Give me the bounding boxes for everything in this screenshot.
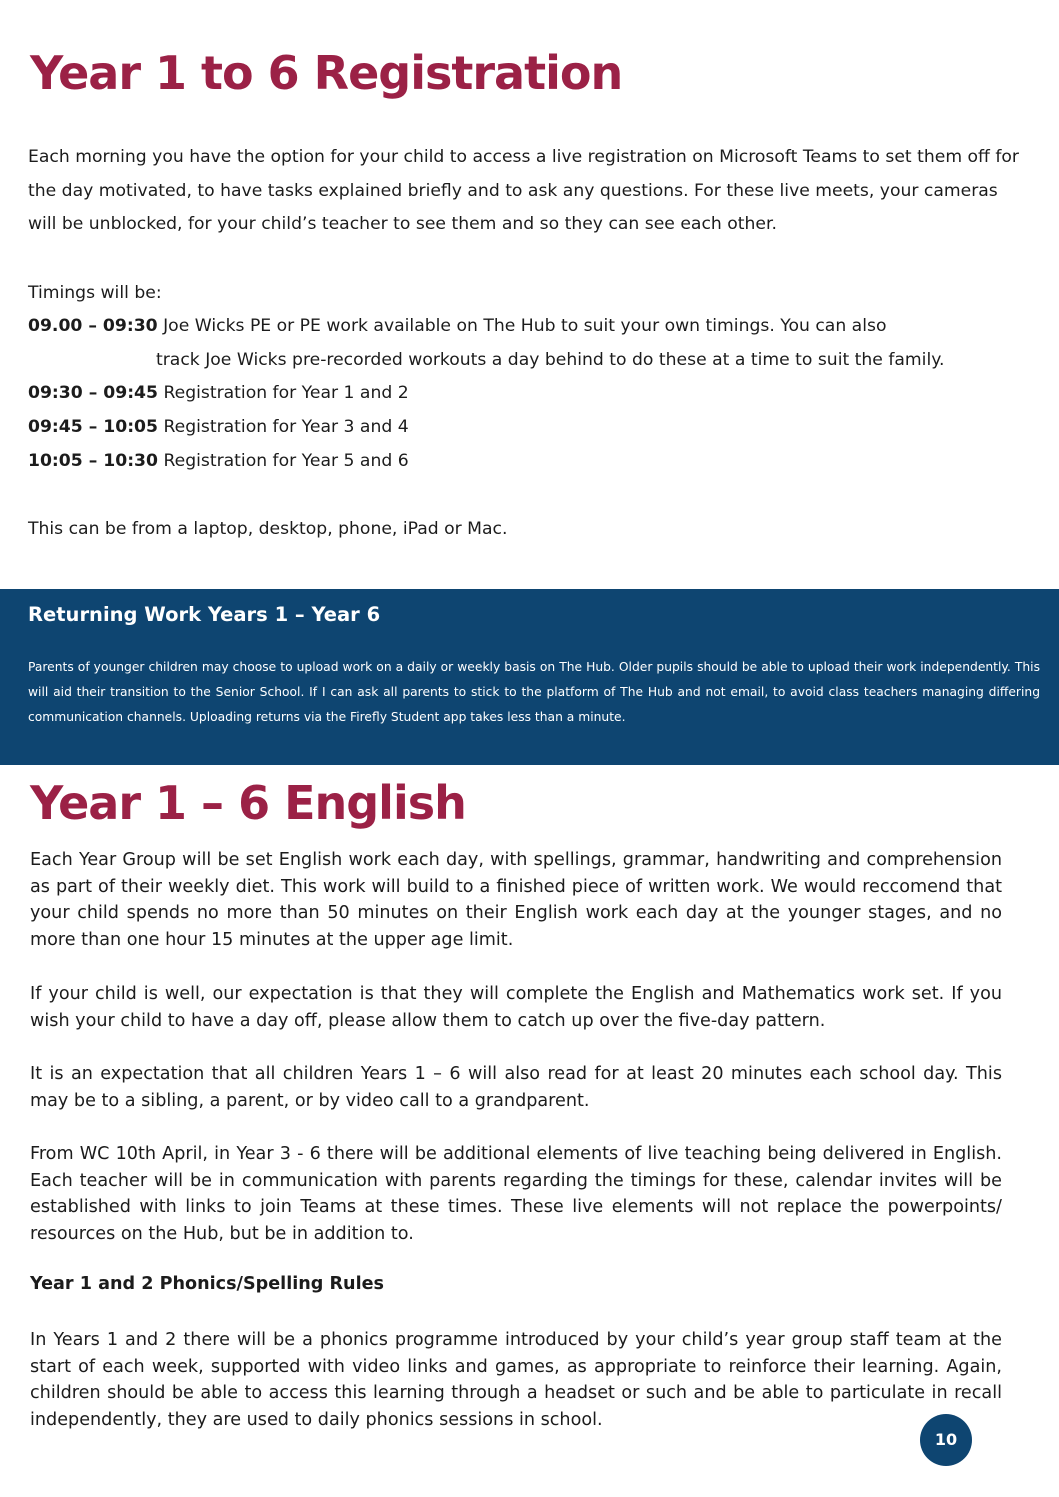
timing-time: 09.00 – 09:30 bbox=[28, 316, 158, 336]
returning-work-text: Parents of younger children may choose to upload work on a daily or weekly basis on The Hub. Older pupils should be able to upload their work independently. This will aid their transition to the Senior School. If I can ask all parents to stick to the platform of The Hub and not email, to avoid class teachers managing differing communication channels. Uploading returns via the Firefly Student app takes less than a minute. bbox=[28, 660, 1040, 724]
timings-label: Timings will be: bbox=[28, 283, 162, 303]
devices-note: This can be from a laptop, desktop, phone, iPad or Mac. bbox=[28, 519, 508, 539]
timing-text: Registration for Year 3 and 4 bbox=[163, 417, 409, 437]
timing-row-2 bbox=[28, 377, 409, 411]
timing-row-4 bbox=[28, 445, 409, 479]
timing-time: 09:45 – 10:05 bbox=[28, 417, 158, 437]
timing-text: Registration for Year 5 and 6 bbox=[163, 451, 409, 471]
phonics-paragraph: In Years 1 and 2 there will be a phonics programme introduced by your child’s year group staff team at the start of each week, supported with video links and games, as appropriate to reinforce their learning. Again, children should be able to access this learning through a headset or such and be able to particulate in recall independently, they are used to daily phonics sessions in school. bbox=[30, 1330, 1002, 1430]
phonics-heading: Year 1 and 2 Phonics/Spelling Rules bbox=[30, 1274, 385, 1294]
english-paragraph: If your child is well, our expectation is that they will complete the English and Mathematics work set. If you wish your child to have a day off, please allow them to catch up over the five-day pattern. bbox=[30, 984, 1002, 1031]
returning-work-title: Returning Work Years 1 – Year 6 bbox=[28, 603, 381, 626]
english-paragraph: From WC 10th April, in Year 3 - 6 there will be additional elements of live teaching being delivered in English. Each teacher will be in communication with parents regarding the timings for these, calendar invites will be established with links to join Teams at these times. These live elements will not replace the powerpoints/ resources on the Hub, but be in addition to. bbox=[30, 1144, 1002, 1244]
page-number-badge: 10 bbox=[920, 1414, 972, 1466]
timing-row-3 bbox=[28, 411, 409, 445]
page-title-english: Year 1 – 6 English bbox=[30, 776, 466, 830]
timing-time: 09:30 – 09:45 bbox=[28, 383, 158, 403]
timing-text: Registration for Year 1 and 2 bbox=[163, 383, 409, 403]
timing-text: Joe Wicks PE or PE work available on The Hub to suit your own timings. You can also bbox=[163, 316, 887, 336]
timing-row-1 bbox=[28, 310, 886, 344]
returning-work-banner bbox=[0, 589, 1059, 765]
timing-time: 10:05 – 10:30 bbox=[28, 451, 158, 471]
english-paragraph: It is an expectation that all children Years 1 – 6 will also read for at least 20 minutes each school day. This may be to a sibling, a parent, or by video call to a grandparent. bbox=[30, 1064, 1002, 1111]
timing-row-1-continuation: track Joe Wicks pre-recorded workouts a day behind to do these at a time to suit the family. bbox=[156, 350, 945, 370]
english-paragraph: Each Year Group will be set English work each day, with spellings, grammar, handwriting and comprehension as part of their weekly diet. This work will build to a finished piece of written work. We would reccomend that your child spends no more than 50 minutes on their English work each day at the younger stages, and no more than one hour 15 minutes at the upper age limit. bbox=[30, 850, 1002, 950]
registration-intro: Each morning you have the option for your child to access a live registration on Microsoft Teams to set them off for the day motivated, to have tasks explained briefly and to ask any questions. For these live meets, your cameras will be unblocked, for your child’s teacher to see them and so they can see each other. bbox=[28, 147, 1019, 234]
page-title-registration: Year 1 to 6 Registration bbox=[30, 46, 623, 100]
